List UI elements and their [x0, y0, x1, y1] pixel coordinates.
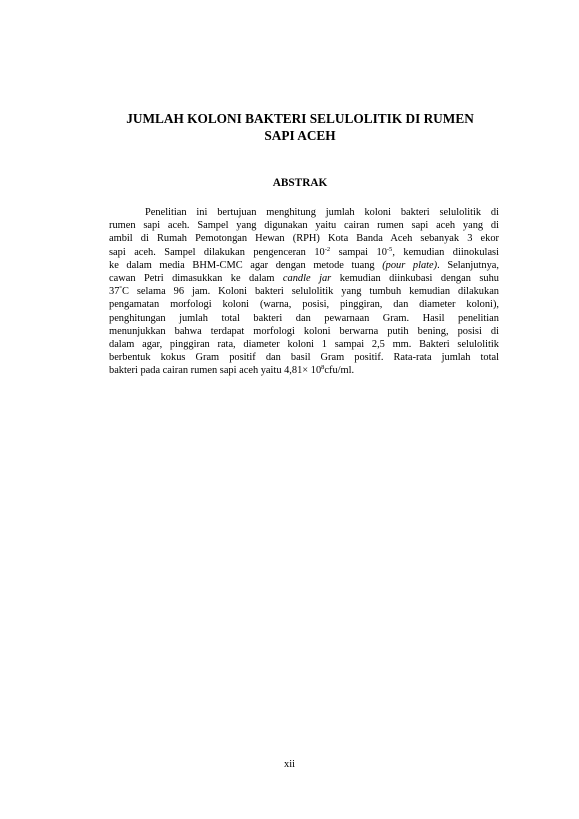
abstract-line: pengamatan morfologi koloni (warna, posisi, pinggiran, dan diameter koloni),	[109, 299, 499, 311]
abstract-text: 37	[109, 286, 120, 298]
abstract-text: sapi aceh. Sampel dilakukan pengenceran 10	[109, 246, 325, 258]
abstract-line: Penelitian ini bertujuan menghitung jumlah koloni bakteri selulolitik di	[145, 207, 499, 218]
abstract-line: ambil di Rumah Pemotongan Hewan (RPH) Kota Banda Aceh sebanyak 3 ekor	[109, 233, 499, 245]
abstract-line	[109, 285, 499, 298]
abstract-line	[109, 364, 499, 377]
document-title	[100, 110, 500, 144]
abstract-line: dalam agar, pinggiran rata, diameter koloni 1 sampai 2,5 mm. Bakteri selulolitik	[109, 338, 499, 350]
abstract-line: penghitungan jumlah total bakteri dan pewarnaan Gram. Hasil penelitian	[109, 312, 499, 324]
abstract-body	[109, 206, 499, 377]
exponent: -5	[386, 245, 393, 253]
abstract-text: ke dalam media BHM-CMC agar dengan metode tuang	[109, 259, 383, 271]
italic-term: (pour plate)	[382, 259, 438, 271]
abstract-text: kemudian diinkubasi dengan suhu	[331, 272, 499, 284]
abstract-text: C selama 96 jam. Koloni bakteri selulolitik yang tumbuh kemudian dilakukan	[122, 286, 499, 298]
abstract-heading: ABSTRAK	[272, 177, 328, 189]
title-line-2: SAPI ACEH	[264, 128, 336, 143]
exponent: 8	[321, 364, 325, 372]
abstract-line	[109, 246, 499, 259]
abstract-text: cfu/ml.	[324, 365, 355, 377]
abstract-text: sampai 10	[330, 246, 387, 258]
abstract-text: bakteri pada cairan rumen sapi aceh yaitu 4,81× 10	[109, 365, 322, 377]
degree-sign: °	[119, 285, 122, 293]
page-number: xii	[284, 759, 295, 770]
abstract-line	[109, 272, 499, 285]
title-line-1: JUMLAH KOLONI BAKTERI SELULOLITIK DI RUMEN	[126, 111, 474, 126]
abstract-line: rumen sapi aceh. Sampel yang digunakan yaitu cairan rumen sapi aceh yang di	[109, 220, 499, 232]
abstract-line	[109, 259, 499, 272]
abstract-line: menunjukkan bahwa terdapat morfologi koloni berwarna putih bening, posisi di	[109, 325, 499, 337]
abstract-text: cawan Petri dimasukkan ke dalam	[109, 272, 283, 284]
exponent: -2	[324, 245, 331, 253]
italic-term: candle jar	[282, 272, 332, 284]
abstract-text: . Selanjutnya,	[437, 259, 499, 271]
abstract-line: berbentuk kokus Gram positif dan basil Gram positif. Rata-rata jumlah total	[109, 352, 499, 364]
abstract-text: , kemudian diinokulasi	[392, 246, 499, 258]
